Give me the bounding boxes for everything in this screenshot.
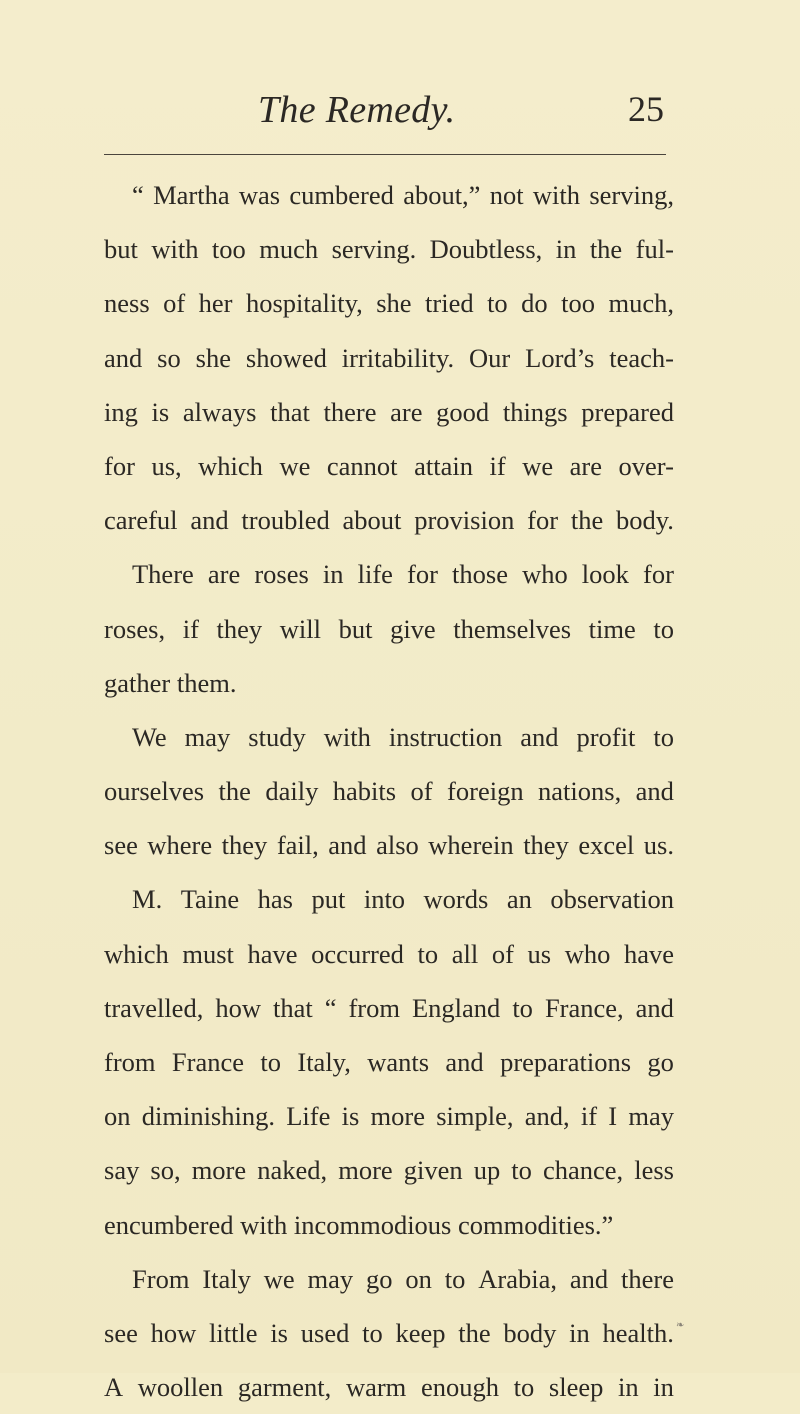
- text-line: We may study with instruction and profit to: [132, 721, 674, 752]
- text-line: gather them.: [104, 667, 237, 698]
- text-line: ing is always that there are good things prepared: [104, 396, 674, 427]
- body-text: [104, 168, 674, 1414]
- text-line: M. Taine has put into words an observation: [132, 884, 674, 915]
- text-line: careful and troubled about provision for the body.: [104, 505, 674, 536]
- text-line: A woollen garment, warm enough to sleep in in: [104, 1372, 674, 1403]
- page-title: The Remedy.: [258, 89, 456, 131]
- running-head: [0, 88, 800, 138]
- text-line: encumbered with incommodious commodities.”: [104, 1209, 614, 1240]
- text-line: say so, more naked, more given up to chance, less: [104, 1155, 674, 1186]
- text-line: see where they fail, and also wherein they excel us.: [104, 830, 674, 861]
- printers-mark-icon: ❧: [676, 1320, 685, 1331]
- text-line: which must have occurred to all of us who have: [104, 938, 674, 969]
- text-line: There are roses in life for those who look for: [132, 559, 674, 590]
- text-line: ness of her hospitality, she tried to do too much,: [104, 288, 674, 319]
- text-line: from France to Italy, wants and preparations go: [104, 1047, 674, 1077]
- text-line: travelled, how that “ from England to France, and: [104, 992, 674, 1023]
- text-line: on diminishing. Life is more simple, and, if I may: [104, 1101, 674, 1132]
- header-rule: [104, 154, 666, 155]
- text-line: but with too much serving. Doubtless, in the ful-: [104, 234, 674, 265]
- page-number: 25: [628, 89, 664, 129]
- text-line: and so she showed irritability. Our Lord’s teach-: [104, 342, 674, 373]
- text-line: roses, if they will but give themselves time to: [104, 613, 674, 644]
- text-line: From Italy we may go on to Arabia, and there: [132, 1263, 674, 1294]
- text-line: ourselves the daily habits of foreign nations, and: [104, 776, 674, 807]
- text-line: “ Martha was cumbered about,” not with serving,: [132, 180, 674, 210]
- text-line: for us, which we cannot attain if we are over-: [104, 450, 674, 481]
- text-line: see how little is used to keep the body in health.: [104, 1317, 674, 1348]
